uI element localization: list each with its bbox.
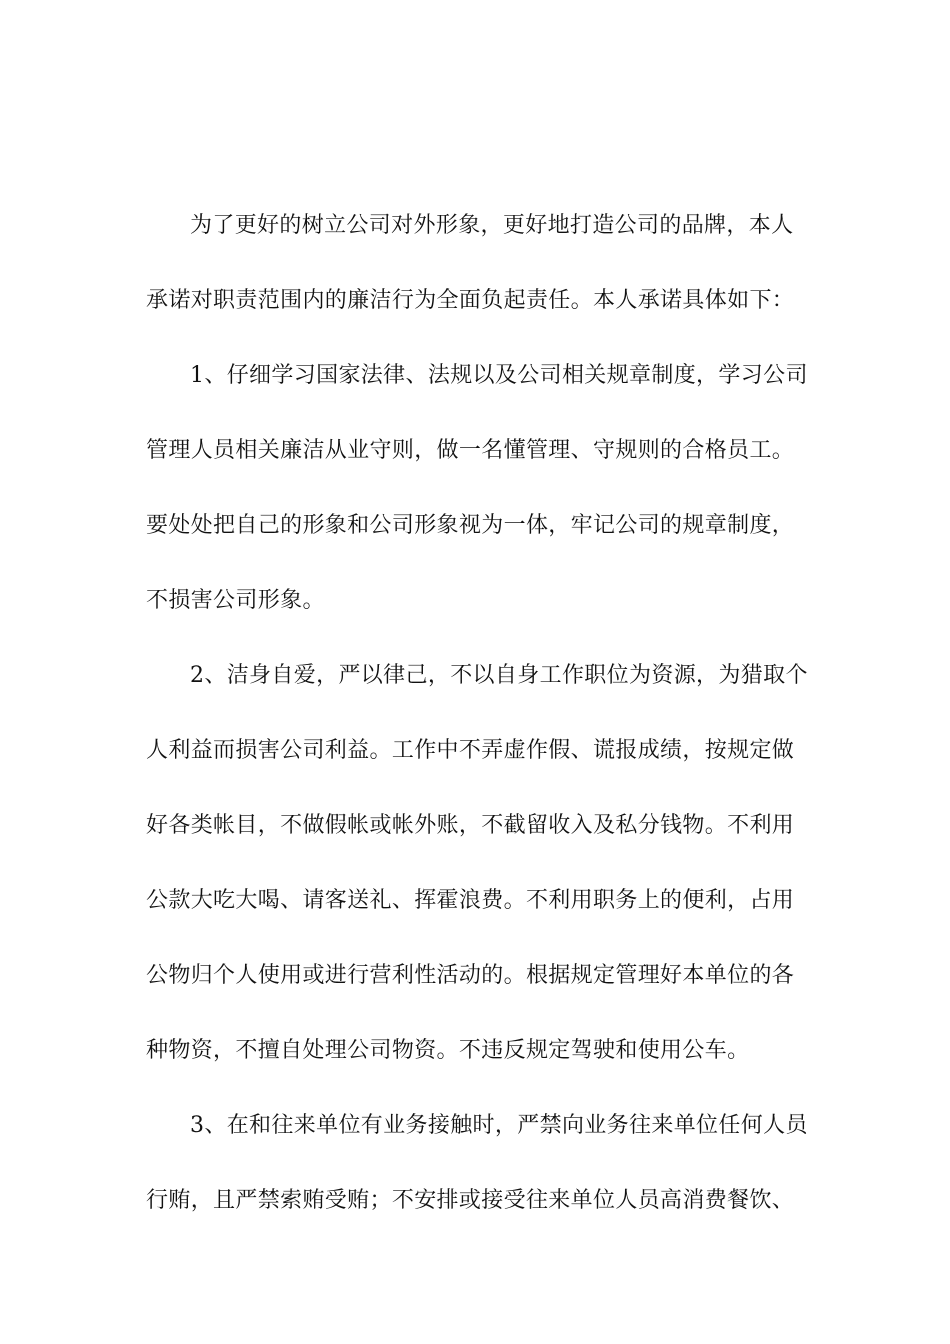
paragraph-1-line-2: 承诺对职责范围内的廉洁行为全面负起责任。本人承诺具体如下： bbox=[146, 288, 795, 313]
paragraph-2-line-2: 管理人员相关廉洁从业守则，做一名懂管理、守规则的合格员工。 bbox=[146, 438, 795, 463]
paragraph-3-line-2: 人利益而损害公司利益。工作中不弄虚作假、谎报成绩，按规定做 bbox=[146, 738, 795, 763]
paragraph-3-line-5: 公物归个人使用或进行营利性活动的。根据规定管理好本单位的各 bbox=[146, 963, 795, 988]
paragraph-2-line-3: 要处处把自己的形象和公司形象视为一体，牢记公司的规章制度， bbox=[146, 513, 795, 538]
paragraph-3-line-1: 2、洁身自爱，严以律己，不以自身工作职位为资源，为猎取个 bbox=[190, 663, 808, 688]
paragraph-2-line-4: 不损害公司形象。 bbox=[146, 588, 325, 613]
paragraph-3-line-6: 种物资，不擅自处理公司物资。不违反规定驾驶和使用公车。 bbox=[146, 1038, 750, 1063]
paragraph-4-line-2: 行贿，且严禁索贿受贿；不安排或接受往来单位人员高消费餐饮、 bbox=[146, 1188, 795, 1213]
paragraph-3-line-3: 好各类帐目，不做假帐或帐外账，不截留收入及私分钱物。不利用 bbox=[146, 813, 795, 838]
paragraph-3-line-4: 公款大吃大喝、请客送礼、挥霍浪费。不利用职务上的便利，占用 bbox=[146, 888, 795, 913]
paragraph-2-line-1: 1、仔细学习国家法律、法规以及公司相关规章制度，学习公司 bbox=[190, 363, 808, 388]
paragraph-1-line-1: 为了更好的树立公司对外形象，更好地打造公司的品牌，本人 bbox=[190, 213, 794, 238]
paragraph-4-line-1: 3、在和往来单位有业务接触时，严禁向业务往来单位任何人员 bbox=[190, 1113, 808, 1138]
